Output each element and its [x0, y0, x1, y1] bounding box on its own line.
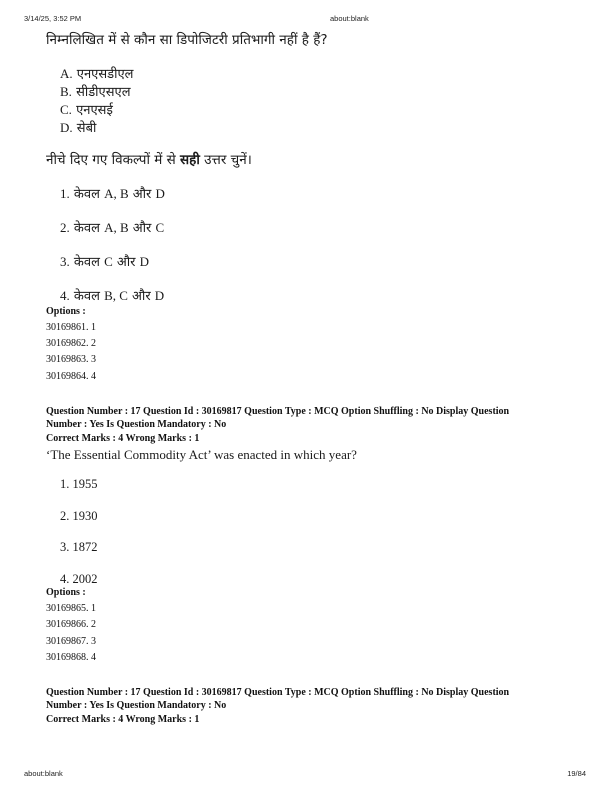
instruction-text	[46, 150, 252, 168]
question-text-english: ‘The Essential Commodity Act’ was enacted in which year?	[46, 447, 357, 462]
choice-4: 4. 2002	[60, 572, 98, 586]
choice-latin: A, B	[104, 186, 129, 201]
choice-latin: B, C	[104, 288, 128, 303]
question-text-hindi: निम्नलिखित में से कौन सा डिपोजिटरी प्रतिभागी नहीं है हैं?	[46, 32, 328, 48]
question-meta-line1: Question Number : 17 Question Id : 30169817 Question Type : MCQ Option Shuffling : No Display Question	[46, 406, 510, 417]
choice-2: 2. 1930	[60, 509, 98, 523]
print-datetime: 3/14/25, 3:52 PM	[24, 14, 82, 23]
print-page-number: 19/84	[567, 769, 586, 778]
choice-latin-2: C	[155, 220, 165, 235]
option-d	[60, 118, 96, 136]
choice-mid: और	[127, 289, 155, 304]
choice-mid: और	[128, 221, 156, 236]
option-id: 30169865. 1	[46, 603, 96, 614]
print-page-title: about:blank	[330, 14, 369, 23]
choice-pre: केवल	[73, 187, 105, 202]
choice-number: 1.	[60, 186, 70, 201]
instruction-bold: सही	[180, 152, 200, 168]
choice-1	[60, 184, 165, 202]
option-b	[60, 82, 131, 100]
option-letter: C.	[60, 102, 72, 117]
choice-latin-2: D	[154, 288, 165, 303]
options-label: Options :	[46, 306, 86, 317]
choice-4	[60, 286, 164, 304]
choice-3	[60, 252, 149, 270]
choice-number: 4.	[60, 288, 70, 303]
print-footer-url: about:blank	[24, 769, 63, 778]
choice-number: 2.	[60, 220, 70, 235]
choice-pre: केवल	[73, 221, 105, 236]
option-id: 30169863. 3	[46, 354, 96, 365]
choice-mid: और	[112, 255, 140, 270]
option-text: सेबी	[76, 121, 97, 136]
choice-2	[60, 218, 164, 236]
option-id: 30169867. 3	[46, 636, 96, 647]
option-id: 30169864. 4	[46, 371, 96, 382]
option-letter: A.	[60, 66, 73, 81]
option-letter: B.	[60, 84, 72, 99]
choice-mid: और	[128, 187, 156, 202]
choice-number: 3.	[60, 254, 70, 269]
question-meta-line1: Question Number : 17 Question Id : 30169817 Question Type : MCQ Option Shuffling : No Display Question	[46, 687, 510, 698]
option-id: 30169861. 1	[46, 322, 96, 333]
instruction-pre: नीचे दिए गए विकल्पों में से	[46, 152, 181, 168]
instruction-post: उत्तर चुनें।	[199, 152, 252, 168]
option-a	[60, 64, 134, 82]
question-marks: Correct Marks : 4 Wrong Marks : 1	[46, 714, 200, 725]
choice-3: 3. 1872	[60, 540, 98, 554]
option-text: एनएसई	[76, 103, 113, 118]
choice-latin-2: D	[155, 186, 165, 201]
choice-latin-2: D	[139, 254, 150, 269]
options-label: Options :	[46, 587, 86, 598]
option-id: 30169862. 2	[46, 338, 96, 349]
question-marks: Correct Marks : 4 Wrong Marks : 1	[46, 433, 200, 444]
choice-latin: A, B	[104, 220, 129, 235]
option-text: एनएसडीएल	[76, 67, 134, 82]
choice-latin: C	[104, 254, 113, 269]
question-meta-line2: Number : Yes Is Question Mandatory : No	[46, 700, 227, 711]
choice-1: 1. 1955	[60, 477, 98, 491]
question-meta-line2: Number : Yes Is Question Mandatory : No	[46, 419, 227, 430]
option-c	[60, 100, 113, 118]
option-id: 30169868. 4	[46, 652, 96, 663]
option-id: 30169866. 2	[46, 619, 96, 630]
option-text: सीडीएसएल	[76, 85, 131, 100]
choice-pre: केवल	[73, 289, 105, 304]
choice-pre: केवल	[73, 255, 105, 270]
option-letter: D.	[60, 120, 73, 135]
